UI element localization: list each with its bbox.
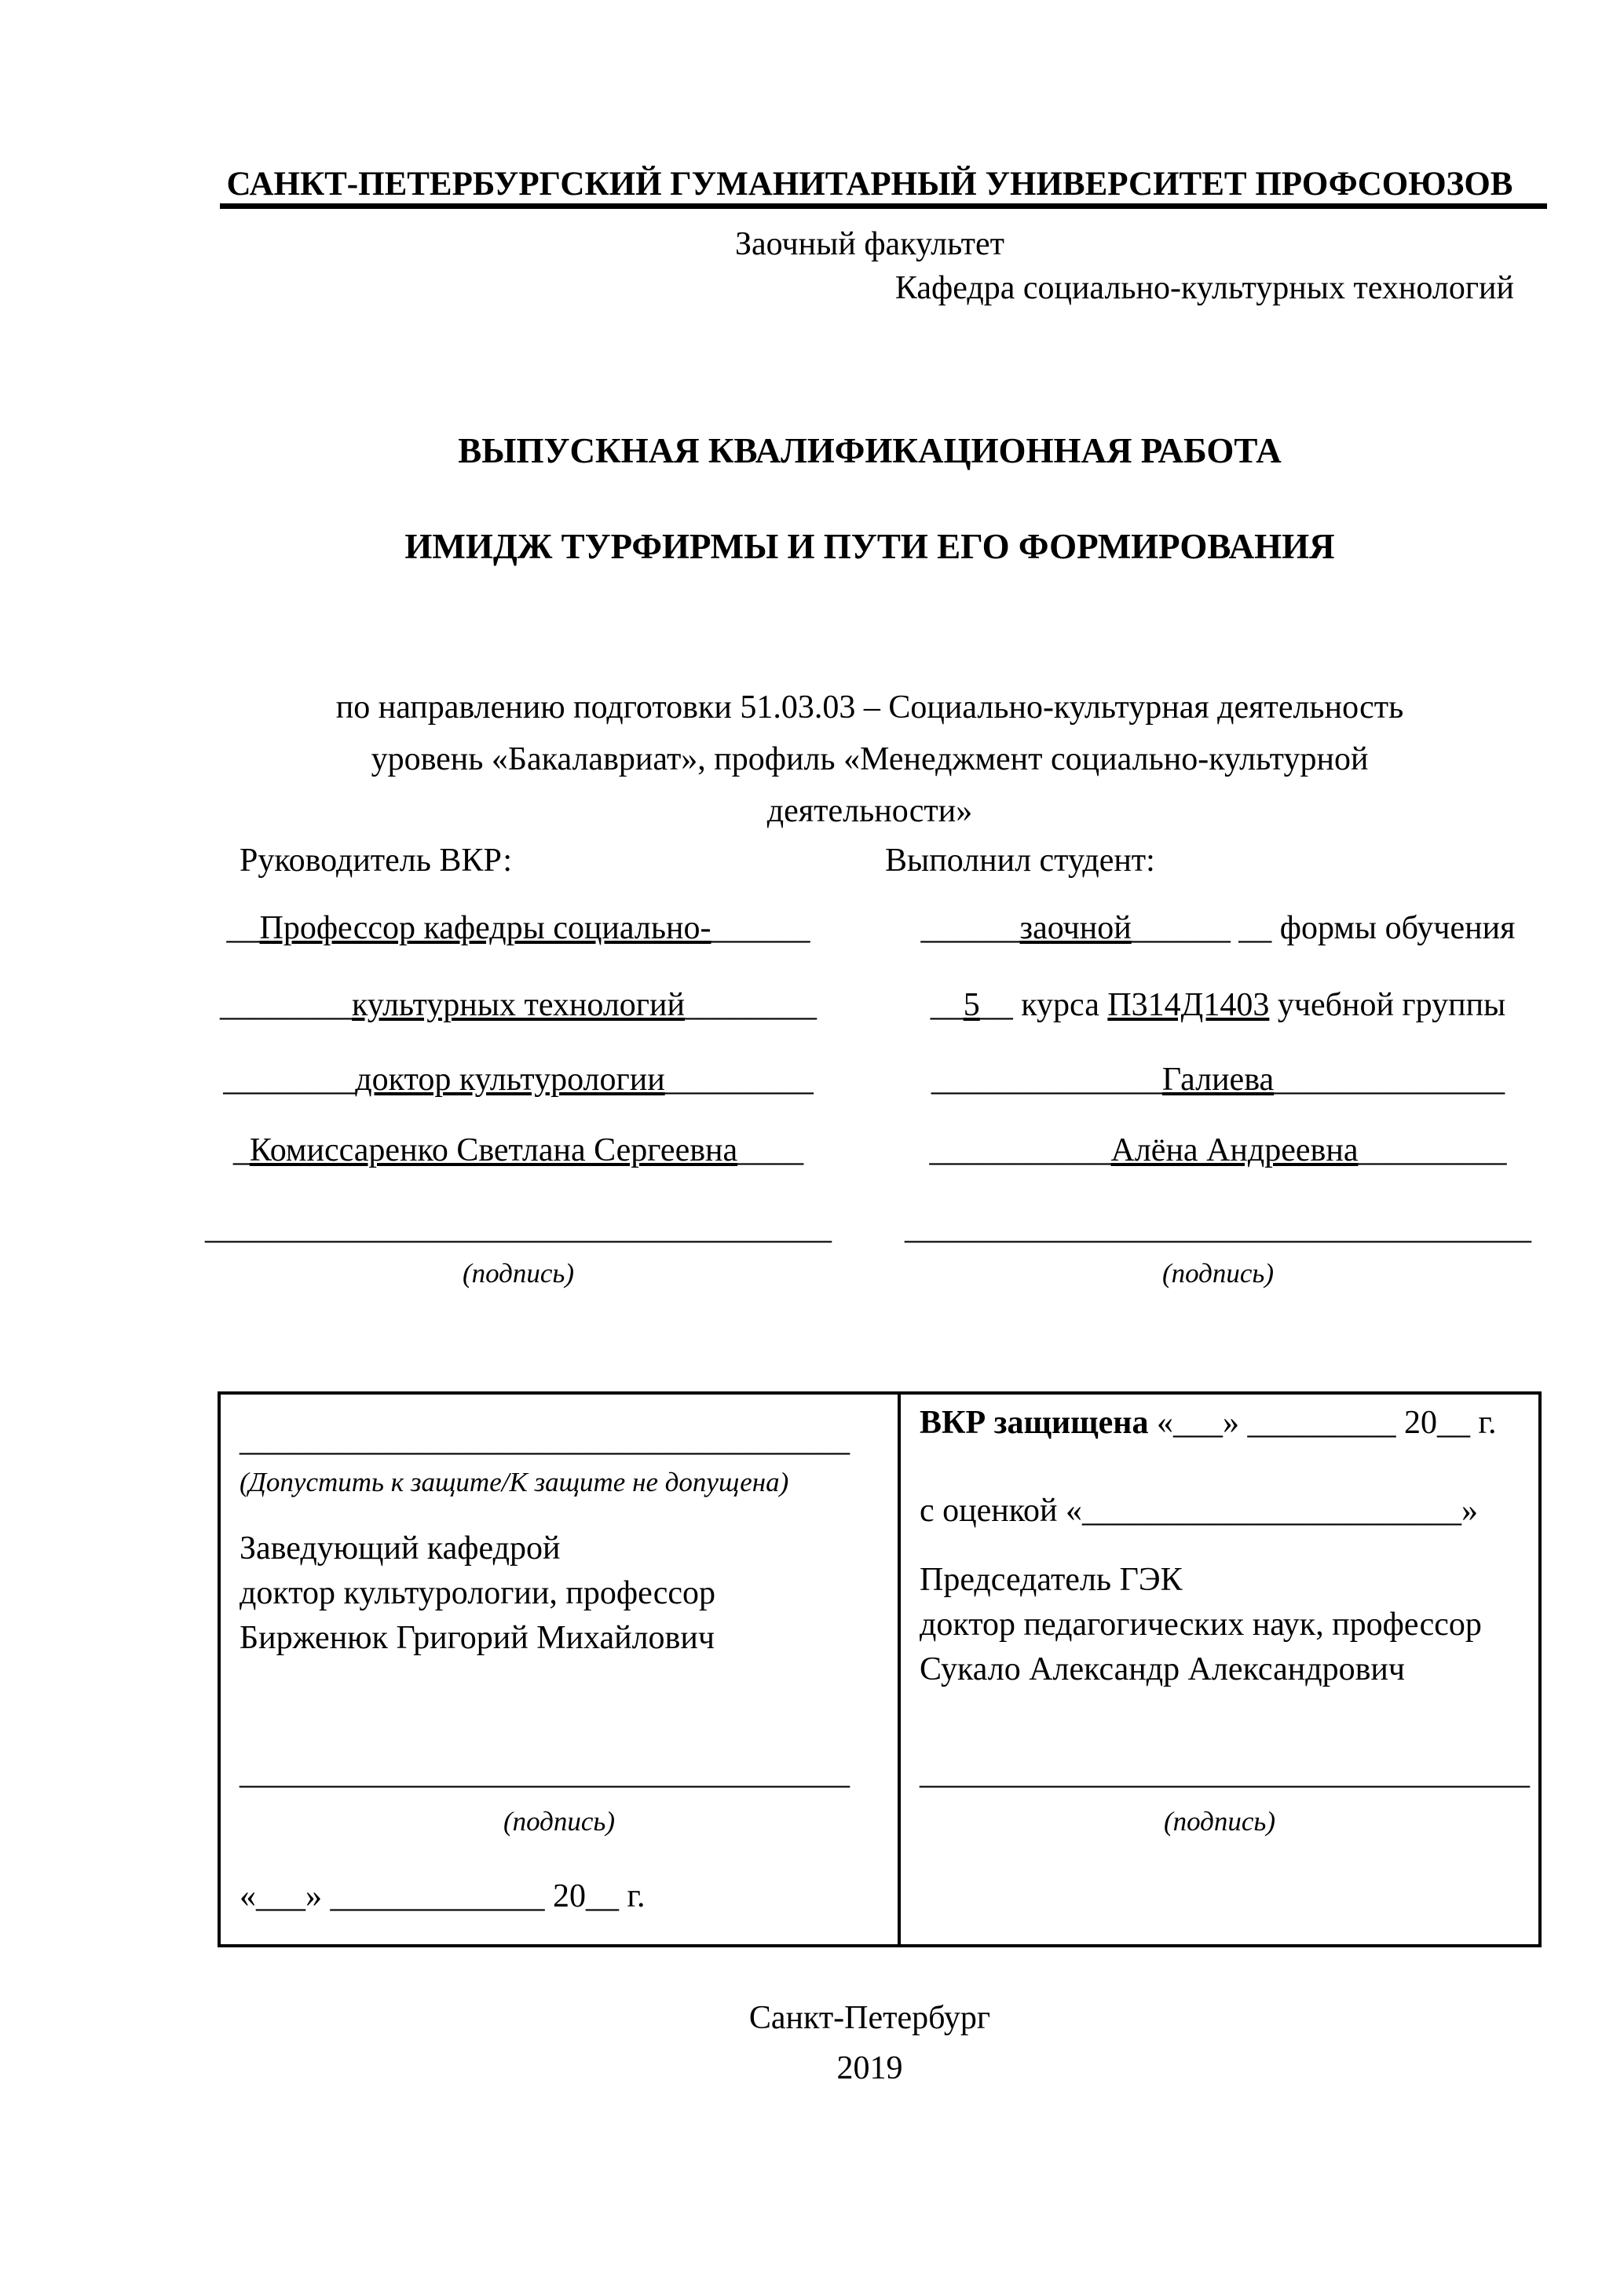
supervisor-signature-caption: (подпись) [462,1258,575,1289]
admission-date-line: «___» _____________ 20__ г. [240,1878,646,1914]
thesis-title: ИМИДЖ ТУРФИРМЫ И ПУТИ ЕГО ФОРМИРОВАНИЯ [404,527,1335,566]
university-name: САНКТ-ПЕТЕРБУРГСКИЙ ГУМАНИТАРНЫЙ УНИВЕРСИТЕТ ПРОФСОЮЗОВ [226,166,1513,203]
student-label: Выполнил студент: [885,843,1155,879]
student-signature-caption: (подпись) [1161,1258,1275,1289]
supervisor-label: Руководитель ВКР: [240,843,513,879]
committee-chair-degree: доктор педагогических наук, профессор [920,1607,1482,1643]
supervisor-degree-text: доктор культурологии [355,1062,665,1098]
approval-box-right-cell [901,1395,1538,1944]
committee-chair-name: Сукало Александр Александрович [920,1651,1406,1687]
student-group-suffix-text: учебной группы [1269,987,1506,1023]
department-head-block [240,1526,715,1661]
fill-underscores: ____ [737,1132,804,1168]
footer-city: Санкт-Петербург [748,2000,991,2036]
fill-underscores: ______ __ [1131,910,1272,946]
department-head-position: Заведующий кафедрой [240,1530,561,1567]
fill-underscores: ________ [220,987,352,1023]
fill-underscores: ______ [711,910,810,946]
approval-box [218,1391,1542,1947]
fill-underscores: __ [930,987,964,1023]
department-head-degree: доктор культурологии, профессор [240,1575,716,1611]
supervisor-position-line-2 [196,986,840,1024]
department-head-signature-caption: (подпись) [503,1806,616,1837]
department-name: Кафедра социально-культурных технологий [894,270,1514,306]
fill-underscores: ________ [684,987,817,1023]
committee-chair-block [920,1558,1482,1692]
fill-underscores: __ курса [979,987,1108,1023]
student-course-number: 5 [963,987,980,1023]
supervisor-name-line [196,1132,840,1169]
admission-decision-caption: (Допустить к защите/К защите не допущена) [240,1467,789,1497]
program-line-3: деятельности» [766,793,973,829]
supervisor-position-line-1 [196,909,840,947]
footer-year: 2019 [836,2050,903,2086]
fill-underscores: ___________ [929,1132,1111,1168]
committee-chair-signature-caption: (подпись) [1163,1806,1276,1837]
program-block [200,682,1539,837]
faculty-name: Заочный факультет [734,226,1005,262]
fill-underscores: ________ [223,1062,356,1098]
fill-underscores: _________ [1358,1132,1507,1168]
program-line-1: по направлению подготовки 51.03.03 – Социально-культурная деятельность [335,689,1404,726]
admission-decision-line: _____________________________________ [240,1422,850,1458]
defended-date-blanks: «___» _________ 20__ г. [1148,1405,1497,1441]
student-group-code: П314Д1403 [1107,987,1270,1023]
grade-line: с оценкой «_______________________» [920,1493,1478,1529]
department-head-name: Бирженюк Григорий Михайлович [240,1620,715,1656]
defended-label: ВКР защищена [920,1405,1149,1441]
work-type-heading: ВЫПУСКНАЯ КВАЛИФИКАЦИОННАЯ РАБОТА [458,431,1282,470]
student-signature-line: ______________________________________ [905,1210,1531,1246]
fill-underscores: __ [226,910,260,946]
approval-box-left-cell [221,1395,901,1944]
student-name-line [883,1132,1553,1169]
committee-chair-signature-line: _____________________________________ [920,1755,1530,1791]
student-form-suffix-text: формы обучения [1271,910,1516,946]
page-content [200,0,1539,2296]
fill-underscores: _________ [664,1062,814,1098]
student-name-text: Алёна Андреевна [1110,1132,1359,1168]
supervisor-position-text-2: культурных технологий [352,987,685,1023]
supervisor-degree-line [196,1061,840,1099]
student-study-form-text: заочной [1019,910,1132,946]
fill-underscores: ______________ [1274,1062,1505,1098]
fill-underscores: ______ [920,910,1020,946]
student-form-line [883,909,1553,947]
student-surname-line [883,1061,1553,1099]
supervisor-position-text-1: Профессор кафедры социально- [259,910,711,946]
fill-underscores: _ [232,1132,250,1168]
defended-date-line [920,1404,1496,1442]
supervisor-name-text: Комиссаренко Светлана Сергеевна [249,1132,738,1168]
student-surname-text: Галиева [1161,1062,1275,1098]
program-line-2: уровень «Бакалавриат», профиль «Менеджмент социально-культурной [371,741,1369,777]
committee-chair-position: Председатель ГЭК [920,1562,1183,1598]
fill-underscores: ______________ [931,1062,1162,1098]
student-course-line [883,986,1553,1024]
header-rule [220,203,1547,209]
department-head-signature-line: _____________________________________ [240,1755,850,1791]
supervisor-signature-line: ______________________________________ [205,1210,832,1246]
